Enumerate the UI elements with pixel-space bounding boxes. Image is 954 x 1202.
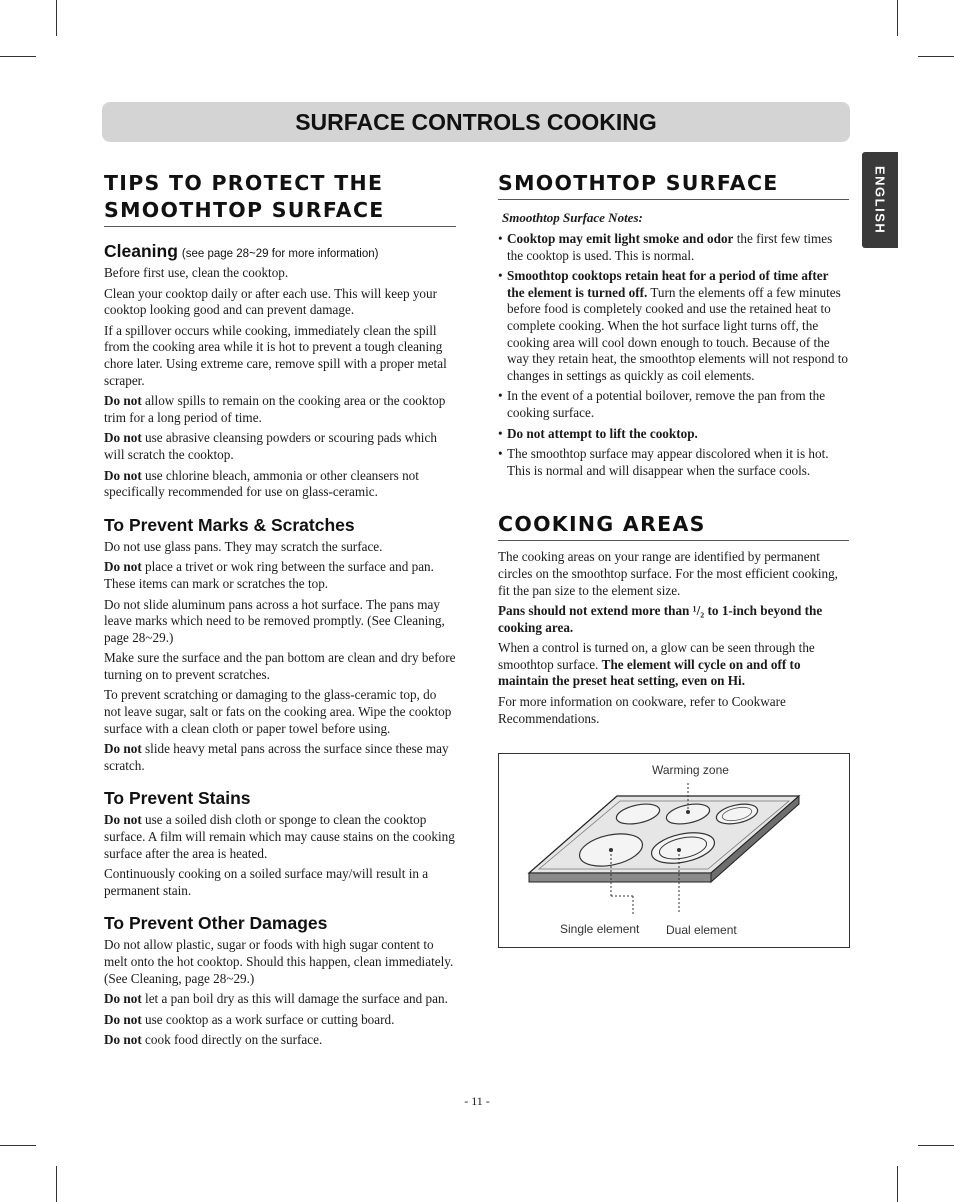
crop-mark <box>56 0 57 36</box>
cleaning-heading <box>104 241 456 262</box>
warming-zone-label: Warming zone <box>652 763 729 778</box>
stains-p2: Continuously cooking on a soiled surface may/will result in a permanent stain. <box>104 866 429 898</box>
areas-p2 <box>498 603 849 636</box>
crop-mark <box>897 1166 898 1202</box>
areas-p3-bold: The element will cycle on and off to maintain the preset heat setting, even on Hi. <box>498 656 801 689</box>
smoothtop-bullet-5: • The smoothtop surface may appear discolored when it is hot. This is normal and will disappear when the surface cools. <box>498 446 849 479</box>
cleaning-p3: If a spillover occurs while cooking, immediately clean the spill from the cooking area while it is hot to prevent a tough cleaning chore later. Using extreme care, remove spill with a proper metal scraper. <box>104 322 447 388</box>
damages-p2-text: let a pan boil dry as this will damage the surface and pan. <box>141 991 448 1007</box>
crop-mark <box>918 56 954 57</box>
dual-element-label: Dual element <box>666 923 737 938</box>
do-not-label: Do not <box>104 812 142 828</box>
smoothtop-bullet-3: • In the event of a potential boilover, remove the pan from the cooking surface. <box>498 388 849 421</box>
cooking-areas-title: COOKING AREAS <box>498 511 849 541</box>
marks-p2 <box>104 559 456 592</box>
areas-p4: For more information on cookware, refer to Cookware Recommendations. <box>498 694 786 726</box>
cleaning-heading-text: Cleaning <box>104 241 178 261</box>
marks-p6-text: slide heavy metal pans across the surface since these may scratch. <box>104 741 449 773</box>
damages-p4-text: cook food directly on the surface. <box>141 1032 323 1048</box>
single-element-label: Single element <box>560 922 640 937</box>
cleaning-p6-text: use chlorine bleach, ammonia or other cleansers not specifically recommended for use on glass-ceramic. <box>104 467 419 500</box>
bullet-text: Turn the elements off a few minutes before food is completely cooked and use the retained heat to complete cooking. When the hot surface light turns off, the cooking area will cool down enough to touch. Because of the way they retain heat, the smoothtop elements will not respond to changes in settings as quickly as coil elements. <box>507 284 848 383</box>
marks-heading: To Prevent Marks & Scratches <box>104 514 355 535</box>
right-column <box>498 170 849 948</box>
stains-heading: To Prevent Stains <box>104 788 251 809</box>
damages-p3-text: use cooktop as a work surface or cutting board. <box>141 1011 395 1027</box>
cooktop-diagram <box>498 753 850 948</box>
language-tab <box>862 152 898 248</box>
bullet-bold: Do not attempt to lift the cooktop. <box>507 425 698 441</box>
tips-title <box>104 170 456 227</box>
crop-mark <box>56 1166 57 1202</box>
cleaning-p6 <box>104 468 456 501</box>
do-not-label: Do not <box>104 559 142 575</box>
stains-p1 <box>104 812 456 862</box>
cleaning-p2: Clean your cooktop daily or after each use. This will keep your cooktop looking good and can prevent damage. <box>104 285 438 318</box>
bullet-bold: Smoothtop cooktops retain heat for a period of time after the element is turned off. <box>507 268 829 300</box>
cleaning-p5-text: use abrasive cleansing powders or scouring pads which will scratch the cooktop. <box>104 430 437 462</box>
damages-p4 <box>104 1032 456 1049</box>
language-tab-label: ENGLISH <box>872 165 888 235</box>
do-not-label: Do not <box>104 741 142 757</box>
section-banner <box>102 102 850 142</box>
smoothtop-bullet-2 <box>498 268 849 384</box>
crop-mark <box>897 0 898 36</box>
banner-title: SURFACE CONTROLS COOKING <box>295 108 657 135</box>
stains-p1-text: use a soiled dish cloth or sponge to clean the cooktop surface. A film will remain which may cause stains on the cooking surface after the area is heated. <box>104 812 455 861</box>
smoothtop-subnote: Smoothtop Surface Notes: <box>502 210 643 225</box>
cooktop-illustration <box>499 754 851 949</box>
smoothtop-bullet-1 <box>498 231 849 264</box>
do-not-label: Do not <box>104 393 142 409</box>
smoothtop-bullet-4 <box>498 426 849 443</box>
bullet-bold: Cooktop may emit light smoke and odor <box>507 231 734 246</box>
areas-p3-text: When a control is turned on, a glow can be seen through the smoothtop surface. <box>498 640 815 672</box>
crop-mark <box>918 1145 954 1146</box>
do-not-label: Do not <box>104 1011 142 1027</box>
bullet-text: the first few times the cooktop is used. This is normal. <box>507 231 833 263</box>
areas-p3 <box>498 640 849 690</box>
cleaning-heading-note: (see page 28~29 for more information) <box>181 248 379 260</box>
tips-title-line2: SMOOTHTOP SURFACE <box>104 198 385 222</box>
crop-mark <box>0 56 36 57</box>
smoothtop-title: SMOOTHTOP SURFACE <box>498 170 849 200</box>
cleaning-p4 <box>104 393 456 426</box>
marks-p5: To prevent scratching or damaging to the glass-ceramic top, do not leave sugar, salt or fats on the cooking area. Wipe the cooktop surface with a clean cloth or paper towel before using. <box>104 687 452 736</box>
marks-p6 <box>104 741 456 774</box>
do-not-label: Do not <box>104 991 142 1007</box>
marks-p2-text: place a trivet or wok ring between the surface and pan. These items can mark or scratches the top. <box>104 559 434 591</box>
damages-p1: Do not allow plastic, sugar or foods with high sugar content to melt onto the hot cooktop. Should this happen, clean immediately. (See Cleaning, page 28~29.) <box>104 937 454 986</box>
damages-heading: To Prevent Other Damages <box>104 913 328 934</box>
marks-p3: Do not slide aluminum pans across a hot surface. The pans may leave marks which need to be removed promptly. (See Cleaning, page 28~29.) <box>104 596 445 645</box>
areas-p2-bold: Pans should not extend more than ¹/₂ to 1-inch beyond the cooking area. <box>498 603 823 635</box>
crop-mark <box>0 1145 36 1146</box>
marks-p1: Do not use glass pans. They may scratch the surface. <box>104 538 383 554</box>
tips-title-line1: TIPS TO PROTECT THE <box>104 171 384 195</box>
damages-p2 <box>104 991 456 1008</box>
cleaning-p5 <box>104 430 456 463</box>
cleaning-p4-text: allow spills to remain on the cooking area or the cooktop trim for a long period of time. <box>104 393 446 425</box>
marks-p4: Make sure the surface and the pan bottom are clean and dry before turning on to prevent scratches. <box>104 650 456 682</box>
do-not-label: Do not <box>104 1032 142 1048</box>
damages-p3 <box>104 1012 456 1029</box>
page-number: - 11 - <box>464 1094 490 1108</box>
cleaning-p1: Before first use, clean the cooktop. <box>104 265 289 280</box>
do-not-label: Do not <box>104 467 142 483</box>
left-column <box>104 170 456 1053</box>
do-not-label: Do not <box>104 430 142 446</box>
areas-p1: The cooking areas on your range are identified by permanent circles on the smoothtop surface. For the most efficient cooking, fit the pan size to the element size. <box>498 549 838 598</box>
